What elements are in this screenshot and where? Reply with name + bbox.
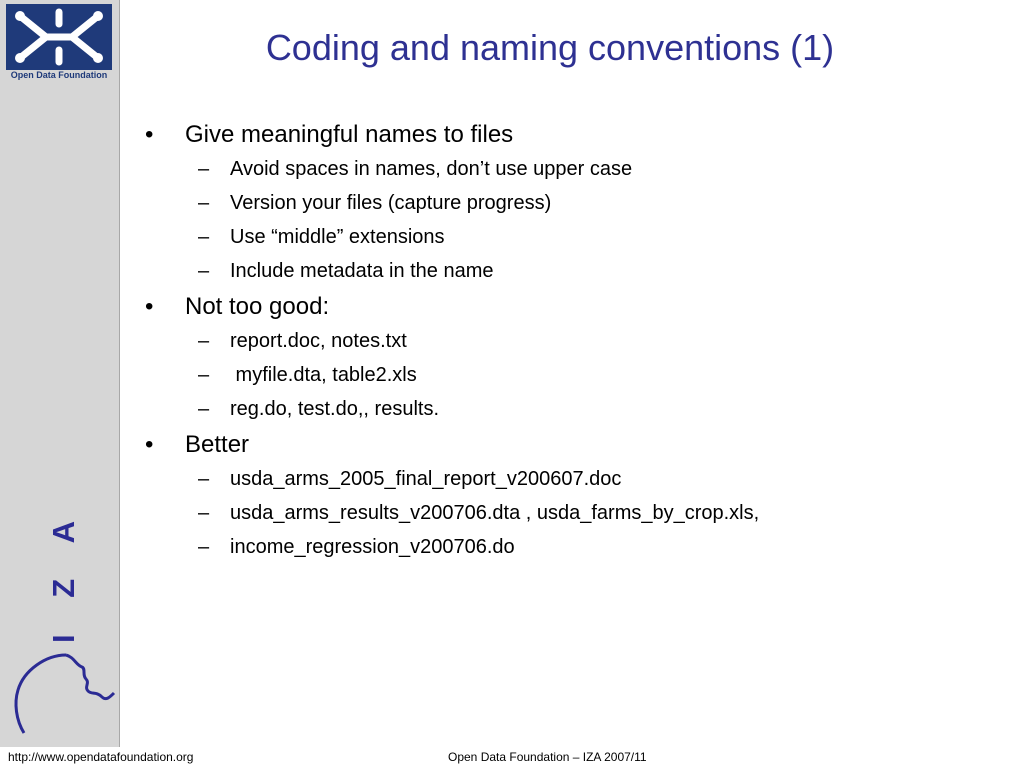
sub-bullet-text: income_regression_v200706.do [230,536,515,558]
dash-marker: – [198,158,210,180]
sub-bullet-item [145,220,1005,254]
sub-bullet-text: myfile.dta, table2.xls [230,364,417,386]
sub-bullet-text: Use “middle” extensions [230,226,445,248]
sub-bullet-text: usda_arms_results_v200706.dta , usda_farms_by_crop.xls, [230,502,760,524]
iza-logo-text: I Z A [46,506,81,643]
bullet-item [145,118,1005,152]
sub-bullet-item [145,254,1005,288]
dash-marker: – [198,364,210,386]
logo-text: Open Data Foundation [10,70,108,80]
bullet-item [145,290,1005,324]
dash-marker: – [198,468,210,490]
footer-url-link[interactable]: http://www.opendatafoundation.org [8,750,194,764]
slide-footer [0,748,1024,768]
dash-marker: – [198,398,210,420]
dash-marker: – [198,502,210,524]
footer-caption: Open Data Foundation – IZA 2007/11 [448,750,647,764]
sub-bullet-text: usda_arms_2005_final_report_v200607.doc [230,468,622,490]
bullet-marker: • [145,293,154,320]
bullet-text: Give meaningful names to files [185,121,514,148]
sub-bullet-text: reg.do, test.do,, results. [230,398,439,420]
sub-bullet-item [145,462,1005,496]
open-data-foundation-logo [6,4,112,84]
sub-bullet-item [145,358,1005,392]
sidebar [0,0,120,747]
sub-bullet-item [145,530,1005,564]
slide-content [145,116,1005,564]
bullet-marker: • [145,431,154,458]
sub-bullet-text: Avoid spaces in names, don’t use upper case [230,158,633,180]
profile-silhouette-icon [6,505,118,735]
sub-bullet-item [145,392,1005,426]
bullet-text: Better [185,431,250,458]
sub-bullet-item [145,496,1005,530]
sub-bullet-item [145,324,1005,358]
dash-marker: – [198,192,210,214]
dash-marker: – [198,226,210,248]
sub-bullet-item [145,152,1005,186]
bullet-text: Not too good: [185,293,330,320]
bullet-marker: • [145,121,154,148]
slide-title: Coding and naming conventions (1) [265,27,835,68]
iza-logo [6,505,118,735]
sub-bullet-text: report.doc, notes.txt [230,330,407,352]
sub-bullet-text: Version your files (capture progress) [230,192,552,214]
sub-bullet-text: Include metadata in the name [230,260,494,282]
sub-bullet-item [145,186,1005,220]
bullet-item [145,428,1005,462]
dash-marker: – [198,260,210,282]
dash-marker: – [198,536,210,558]
dash-marker: – [198,330,210,352]
